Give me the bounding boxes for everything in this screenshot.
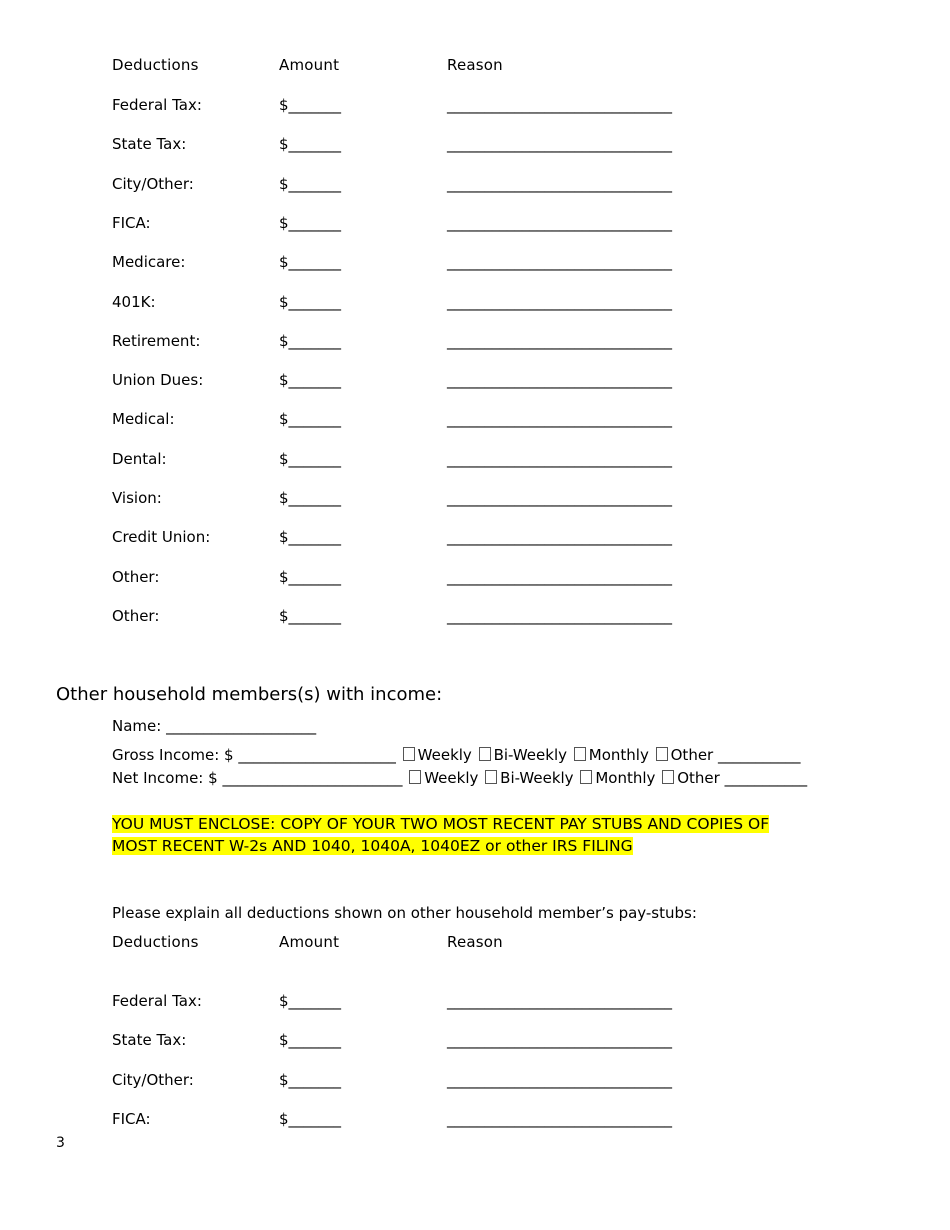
net-biweekly-checkbox[interactable]: [485, 770, 497, 784]
member-deduction-row: [0, 1068, 950, 1092]
net-income-label: Net Income: $: [112, 769, 218, 787]
deduction-label: Federal Tax:: [112, 96, 202, 114]
deduction-amount-field[interactable]: $_______: [279, 174, 342, 193]
net-other-checkbox[interactable]: [662, 770, 674, 784]
deduction-label: State Tax:: [112, 135, 187, 154]
gross-biweekly-label: Bi-Weekly: [493, 746, 567, 764]
deduction-reason-field[interactable]: ______________________________: [447, 528, 672, 547]
deduction-label: Vision:: [112, 489, 162, 507]
gross-weekly-checkbox[interactable]: [403, 747, 415, 761]
deduction-row: [0, 525, 950, 549]
header-amount: Amount: [279, 56, 340, 74]
deduction-amount-field[interactable]: $_______: [279, 606, 342, 625]
header-deductions: Deductions: [112, 56, 199, 74]
deduction-label: Other:: [112, 606, 160, 625]
deduction-amount-field[interactable]: $_______: [279, 253, 342, 272]
member-deduction-row: [0, 1107, 950, 1131]
member-deduction-label: City/Other:: [112, 1070, 194, 1089]
deduction-label: 401K:: [112, 292, 156, 311]
deduction-label: Credit Union:: [112, 528, 211, 547]
member-deduction-amount-field[interactable]: $_______: [279, 1109, 342, 1128]
gross-other-label: Other: [670, 746, 714, 764]
deduction-reason-field[interactable]: ______________________________: [447, 331, 672, 350]
net-other-label: Other: [677, 769, 720, 787]
deduction-reason-field[interactable]: ______________________________: [447, 371, 672, 390]
deduction-reason-field[interactable]: ______________________________: [447, 253, 672, 272]
deduction-reason-field[interactable]: ______________________________: [447, 449, 672, 468]
deduction-reason-field[interactable]: ______________________________: [447, 567, 672, 586]
deduction-row: [0, 368, 950, 392]
net-income-field[interactable]: ________________________: [222, 769, 403, 787]
page-number: 3: [56, 1135, 65, 1151]
member-deductions-header: [0, 930, 950, 954]
member-deduction-row: [0, 989, 950, 1013]
deduction-row: [0, 93, 950, 117]
deduction-row: [0, 447, 950, 471]
deduction-reason-field[interactable]: ______________________________: [447, 213, 672, 232]
deduction-reason-field[interactable]: ______________________________: [447, 489, 672, 507]
deduction-reason-field[interactable]: ______________________________: [447, 410, 672, 429]
deduction-label: Dental:: [112, 449, 167, 468]
member-deduction-reason-field[interactable]: ______________________________: [447, 992, 672, 1010]
net-biweekly-label: Bi-Weekly: [500, 769, 574, 787]
member-header-deductions: Deductions: [112, 933, 199, 951]
deduction-row: [0, 565, 950, 589]
member-deduction-amount-field[interactable]: $_______: [279, 1070, 342, 1089]
deduction-amount-field[interactable]: $_______: [279, 96, 342, 114]
deduction-amount-field[interactable]: $_______: [279, 213, 342, 232]
member-deduction-row: [0, 1028, 950, 1052]
deduction-amount-field[interactable]: $_______: [279, 489, 342, 507]
net-monthly-checkbox[interactable]: [580, 770, 592, 784]
deduction-label: Retirement:: [112, 331, 201, 350]
gross-monthly-checkbox[interactable]: [574, 747, 586, 761]
deduction-label: Other:: [112, 567, 160, 586]
deduction-row: [0, 211, 950, 235]
household-heading: Other household members(s) with income:: [56, 684, 443, 705]
deduction-reason-field[interactable]: ______________________________: [447, 174, 672, 193]
deduction-amount-field[interactable]: $_______: [279, 410, 342, 429]
gross-other-field[interactable]: ___________: [718, 746, 801, 764]
member-header-reason: Reason: [447, 933, 503, 951]
net-income-line: [112, 767, 807, 789]
deduction-label: FICA:: [112, 213, 151, 232]
net-other-field[interactable]: ___________: [724, 769, 808, 787]
deduction-reason-field[interactable]: ______________________________: [447, 606, 672, 625]
deduction-label: Union Dues:: [112, 371, 204, 390]
member-header-amount: Amount: [279, 933, 340, 951]
deduction-row: [0, 250, 950, 274]
deduction-row: [0, 604, 950, 628]
gross-income-field[interactable]: _____________________: [238, 746, 396, 764]
deduction-amount-field[interactable]: $_______: [279, 135, 342, 154]
deduction-reason-field[interactable]: ______________________________: [447, 292, 672, 311]
deductions-header: [0, 53, 950, 77]
deduction-reason-field[interactable]: ______________________________: [447, 96, 672, 114]
net-monthly-label: Monthly: [595, 769, 656, 787]
deduction-label: Medical:: [112, 410, 175, 429]
member-deduction-label: State Tax:: [112, 1031, 187, 1050]
deduction-row: [0, 132, 950, 156]
deduction-amount-field[interactable]: $_______: [279, 567, 342, 586]
explain-instructions: Please explain all deductions shown on other household member’s pay-stubs:: [112, 904, 697, 922]
deduction-row: [0, 329, 950, 353]
name-label: Name:: [112, 717, 162, 735]
deduction-reason-field[interactable]: ______________________________: [447, 135, 672, 154]
member-deduction-reason-field[interactable]: ______________________________: [447, 1070, 672, 1089]
deduction-row: [0, 290, 950, 314]
gross-other-checkbox[interactable]: [656, 747, 668, 761]
notice-line-1: YOU MUST ENCLOSE: COPY OF YOUR TWO MOST RECENT PAY STUBS AND COPIES OF: [112, 815, 770, 833]
notice-line-2: MOST RECENT W-2s AND 1040, 1040A, 1040EZ or other IRS FILING: [112, 837, 633, 855]
member-deduction-reason-field[interactable]: ______________________________: [447, 1109, 672, 1128]
gross-income-line: [112, 744, 801, 766]
gross-biweekly-checkbox[interactable]: [479, 747, 491, 761]
deduction-row: [0, 407, 950, 431]
deduction-amount-field[interactable]: $_______: [279, 371, 342, 390]
member-deduction-amount-field[interactable]: $_______: [279, 1031, 342, 1050]
net-weekly-checkbox[interactable]: [409, 770, 421, 784]
gross-weekly-label: Weekly: [417, 746, 472, 764]
enclosure-notice: [112, 813, 872, 857]
header-reason: Reason: [447, 56, 503, 74]
deduction-amount-field[interactable]: $_______: [279, 292, 342, 311]
household-name-line: [112, 715, 316, 737]
deduction-amount-field[interactable]: $_______: [279, 331, 342, 350]
gross-monthly-label: Monthly: [588, 746, 649, 764]
net-weekly-label: Weekly: [424, 769, 479, 787]
member-deduction-amount-field[interactable]: $_______: [279, 992, 342, 1010]
gross-income-label: Gross Income: $: [112, 746, 234, 764]
deduction-amount-field[interactable]: $_______: [279, 449, 342, 468]
deduction-row: [0, 172, 950, 196]
deduction-amount-field[interactable]: $_______: [279, 528, 342, 547]
member-deduction-reason-field[interactable]: ______________________________: [447, 1031, 672, 1050]
member-deduction-label: FICA:: [112, 1109, 151, 1128]
deduction-label: Medicare:: [112, 253, 186, 272]
member-deduction-label: Federal Tax:: [112, 992, 202, 1010]
deduction-label: City/Other:: [112, 174, 194, 193]
name-field[interactable]: ____________________: [166, 717, 317, 735]
deduction-row: [0, 486, 950, 510]
